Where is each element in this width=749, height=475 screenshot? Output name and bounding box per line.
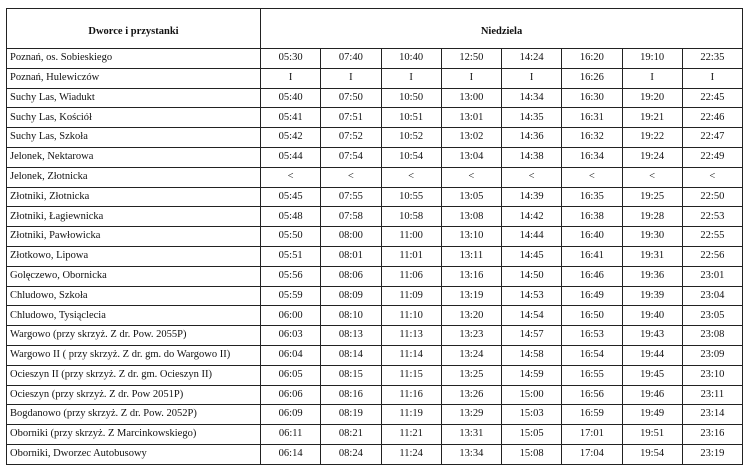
departure-time: 22:47	[682, 128, 742, 148]
departure-time: 08:15	[321, 365, 381, 385]
departure-time: 07:51	[321, 108, 381, 128]
timetable-body	[7, 49, 743, 465]
departure-time: <	[261, 167, 321, 187]
departure-time: 16:30	[562, 88, 622, 108]
table-row	[7, 425, 743, 445]
departure-time: 13:25	[441, 365, 501, 385]
departure-time: 06:03	[261, 326, 321, 346]
departure-time: 14:24	[502, 49, 562, 69]
departure-time: 14:53	[502, 286, 562, 306]
table-row	[7, 227, 743, 247]
departure-time: 14:39	[502, 187, 562, 207]
departure-time: 16:40	[562, 227, 622, 247]
stop-name: Suchy Las, Kościół	[7, 108, 261, 128]
departure-time: 11:24	[381, 444, 441, 464]
stop-name: Ocieszyn (przy skrzyż. Z dr. Pow 2051P)	[7, 385, 261, 405]
departure-time: 05:56	[261, 266, 321, 286]
departure-time: 05:51	[261, 246, 321, 266]
departure-time: 16:49	[562, 286, 622, 306]
departure-time: 16:59	[562, 405, 622, 425]
departure-time: 05:59	[261, 286, 321, 306]
departure-time: 22:55	[682, 227, 742, 247]
departure-time: 22:56	[682, 246, 742, 266]
departure-time: 13:29	[441, 405, 501, 425]
table-row	[7, 128, 743, 148]
departure-time: 05:42	[261, 128, 321, 148]
departure-time: I	[622, 68, 682, 88]
table-row	[7, 345, 743, 365]
stop-name: Wargowo (przy skrzyż. Z dr. Pow. 2055P)	[7, 326, 261, 346]
departure-time: 06:14	[261, 444, 321, 464]
departure-time: 11:14	[381, 345, 441, 365]
departure-time: <	[562, 167, 622, 187]
table-row	[7, 286, 743, 306]
departure-time: 15:08	[502, 444, 562, 464]
departure-time: 14:35	[502, 108, 562, 128]
table-row	[7, 207, 743, 227]
departure-time: 13:23	[441, 326, 501, 346]
departure-time: 08:00	[321, 227, 381, 247]
departure-time: 11:09	[381, 286, 441, 306]
departure-time: <	[381, 167, 441, 187]
departure-time: 19:31	[622, 246, 682, 266]
stop-name: Złotniki, Pawłowicka	[7, 227, 261, 247]
departure-time: 14:42	[502, 207, 562, 227]
departure-time: <	[502, 167, 562, 187]
departure-time: 16:31	[562, 108, 622, 128]
departure-time: 15:00	[502, 385, 562, 405]
departure-time: 07:54	[321, 147, 381, 167]
stop-name: Wargowo II ( przy skrzyż. Z dr. gm. do Wargowo II)	[7, 345, 261, 365]
departure-time: 14:44	[502, 227, 562, 247]
stop-name: Oborniki (przy skrzyż. Z Marcinkowskiego)	[7, 425, 261, 445]
departure-time: 16:53	[562, 326, 622, 346]
departure-time: 19:24	[622, 147, 682, 167]
departure-time: 22:53	[682, 207, 742, 227]
stop-name: Oborniki, Dworzec Autobusowy	[7, 444, 261, 464]
departure-time: 14:50	[502, 266, 562, 286]
departure-time: 19:49	[622, 405, 682, 425]
departure-time: 19:43	[622, 326, 682, 346]
table-row	[7, 147, 743, 167]
departure-time: 13:16	[441, 266, 501, 286]
departure-time: 05:30	[261, 49, 321, 69]
departure-time: 10:58	[381, 207, 441, 227]
departure-time: 19:20	[622, 88, 682, 108]
departure-time: 14:45	[502, 246, 562, 266]
departure-time: 23:01	[682, 266, 742, 286]
departure-time: 06:05	[261, 365, 321, 385]
stop-name: Poznań, os. Sobieskiego	[7, 49, 261, 69]
departure-time: 13:01	[441, 108, 501, 128]
departure-time: 11:19	[381, 405, 441, 425]
departure-time: I	[682, 68, 742, 88]
departure-time: 13:08	[441, 207, 501, 227]
departure-time: 11:00	[381, 227, 441, 247]
table-row	[7, 306, 743, 326]
stop-name: Golęczewo, Obornicka	[7, 266, 261, 286]
departure-time: 19:30	[622, 227, 682, 247]
departure-time: 16:38	[562, 207, 622, 227]
departure-time: 08:13	[321, 326, 381, 346]
departure-time: 05:48	[261, 207, 321, 227]
table-row	[7, 187, 743, 207]
departure-time: 23:10	[682, 365, 742, 385]
departure-time: 05:40	[261, 88, 321, 108]
departure-time: 08:10	[321, 306, 381, 326]
departure-time: <	[682, 167, 742, 187]
departure-time: 13:24	[441, 345, 501, 365]
stop-name: Chludowo, Szkoła	[7, 286, 261, 306]
table-row	[7, 326, 743, 346]
departure-time: 14:38	[502, 147, 562, 167]
departure-time: 06:06	[261, 385, 321, 405]
departure-time: <	[441, 167, 501, 187]
departure-time: 11:06	[381, 266, 441, 286]
departure-time: 07:50	[321, 88, 381, 108]
departure-time: 23:11	[682, 385, 742, 405]
departure-time: 19:28	[622, 207, 682, 227]
timetable	[6, 8, 743, 465]
departure-time: 19:22	[622, 128, 682, 148]
departure-time: 16:56	[562, 385, 622, 405]
departure-time: 13:05	[441, 187, 501, 207]
departure-time: 10:51	[381, 108, 441, 128]
departure-time: 16:20	[562, 49, 622, 69]
departure-time: 19:51	[622, 425, 682, 445]
departure-time: 10:52	[381, 128, 441, 148]
departure-time: 06:04	[261, 345, 321, 365]
departure-time: 10:54	[381, 147, 441, 167]
departure-time: 05:50	[261, 227, 321, 247]
departure-time: 17:04	[562, 444, 622, 464]
table-row	[7, 405, 743, 425]
departure-time: 13:31	[441, 425, 501, 445]
table-row	[7, 88, 743, 108]
departure-time: 10:40	[381, 49, 441, 69]
stop-name: Ocieszyn II (przy skrzyż. Z dr. gm. Ocieszyn II)	[7, 365, 261, 385]
stop-name: Suchy Las, Wiadukt	[7, 88, 261, 108]
departure-time: I	[381, 68, 441, 88]
departure-time: 14:34	[502, 88, 562, 108]
departure-time: I	[441, 68, 501, 88]
departure-time: 06:09	[261, 405, 321, 425]
departure-time: 05:44	[261, 147, 321, 167]
departure-time: 11:21	[381, 425, 441, 445]
departure-time: 16:54	[562, 345, 622, 365]
departure-time: 13:11	[441, 246, 501, 266]
stop-name: Złotniki, Łagiewnicka	[7, 207, 261, 227]
departure-time: 08:16	[321, 385, 381, 405]
stop-name: Złotkowo, Lipowa	[7, 246, 261, 266]
departure-time: 10:55	[381, 187, 441, 207]
departure-time: 22:35	[682, 49, 742, 69]
table-row	[7, 444, 743, 464]
table-row	[7, 68, 743, 88]
departure-time: 23:14	[682, 405, 742, 425]
departure-time: 19:44	[622, 345, 682, 365]
departure-time: 19:21	[622, 108, 682, 128]
departure-time: 13:19	[441, 286, 501, 306]
table-row	[7, 246, 743, 266]
departure-time: 08:09	[321, 286, 381, 306]
departure-time: 07:58	[321, 207, 381, 227]
stop-name: Jelonek, Nektarowa	[7, 147, 261, 167]
departure-time: I	[261, 68, 321, 88]
departure-time: 22:45	[682, 88, 742, 108]
table-row	[7, 266, 743, 286]
table-row	[7, 108, 743, 128]
departure-time: 08:19	[321, 405, 381, 425]
day-column-header: Niedziela	[261, 9, 743, 49]
departure-time: 13:34	[441, 444, 501, 464]
departure-time: 08:24	[321, 444, 381, 464]
stop-name: Suchy Las, Szkoła	[7, 128, 261, 148]
departure-time: 14:36	[502, 128, 562, 148]
departure-time: 05:45	[261, 187, 321, 207]
departure-time: 11:16	[381, 385, 441, 405]
departure-time: <	[622, 167, 682, 187]
departure-time: 23:09	[682, 345, 742, 365]
departure-time: 19:39	[622, 286, 682, 306]
timetable-sheet	[6, 8, 742, 465]
departure-time: <	[321, 167, 381, 187]
departure-time: 22:46	[682, 108, 742, 128]
departure-time: 13:00	[441, 88, 501, 108]
departure-time: 13:02	[441, 128, 501, 148]
departure-time: 16:26	[562, 68, 622, 88]
departure-time: 13:04	[441, 147, 501, 167]
departure-time: 19:40	[622, 306, 682, 326]
departure-time: 16:46	[562, 266, 622, 286]
departure-time: 16:50	[562, 306, 622, 326]
departure-time: 08:01	[321, 246, 381, 266]
departure-time: 23:04	[682, 286, 742, 306]
departure-time: 19:46	[622, 385, 682, 405]
stops-column-header: Dworce i przystanki	[7, 9, 261, 49]
departure-time: 11:13	[381, 326, 441, 346]
departure-time: 14:59	[502, 365, 562, 385]
departure-time: 11:01	[381, 246, 441, 266]
departure-time: 16:41	[562, 246, 622, 266]
departure-time: 16:32	[562, 128, 622, 148]
departure-time: 17:01	[562, 425, 622, 445]
departure-time: I	[321, 68, 381, 88]
departure-time: 07:40	[321, 49, 381, 69]
departure-time: 05:41	[261, 108, 321, 128]
table-row	[7, 385, 743, 405]
departure-time: 19:10	[622, 49, 682, 69]
departure-time: 16:55	[562, 365, 622, 385]
stop-name: Bogdanowo (przy skrzyż. Z dr. Pow. 2052P)	[7, 405, 261, 425]
departure-time: 08:21	[321, 425, 381, 445]
departure-time: 13:10	[441, 227, 501, 247]
departure-time: 12:50	[441, 49, 501, 69]
table-row	[7, 49, 743, 69]
departure-time: 08:06	[321, 266, 381, 286]
departure-time: 06:00	[261, 306, 321, 326]
departure-time: 14:54	[502, 306, 562, 326]
departure-time: 13:20	[441, 306, 501, 326]
table-row	[7, 167, 743, 187]
departure-time: 15:03	[502, 405, 562, 425]
departure-time: 07:52	[321, 128, 381, 148]
stop-name: Chludowo, Tysiąclecia	[7, 306, 261, 326]
departure-time: 14:58	[502, 345, 562, 365]
table-row	[7, 365, 743, 385]
departure-time: 07:55	[321, 187, 381, 207]
departure-time: 23:05	[682, 306, 742, 326]
departure-time: 11:15	[381, 365, 441, 385]
stop-name: Złotniki, Złotnicka	[7, 187, 261, 207]
departure-time: 23:08	[682, 326, 742, 346]
stop-name: Jelonek, Złotnicka	[7, 167, 261, 187]
departure-time: I	[502, 68, 562, 88]
departure-time: 14:57	[502, 326, 562, 346]
departure-time: 11:10	[381, 306, 441, 326]
departure-time: 19:45	[622, 365, 682, 385]
departure-time: 08:14	[321, 345, 381, 365]
departure-time: 22:50	[682, 187, 742, 207]
header-row	[7, 9, 743, 49]
departure-time: 10:50	[381, 88, 441, 108]
departure-time: 22:49	[682, 147, 742, 167]
departure-time: 23:19	[682, 444, 742, 464]
departure-time: 16:35	[562, 187, 622, 207]
departure-time: 06:11	[261, 425, 321, 445]
departure-time: 13:26	[441, 385, 501, 405]
departure-time: 15:05	[502, 425, 562, 445]
departure-time: 19:25	[622, 187, 682, 207]
departure-time: 23:16	[682, 425, 742, 445]
departure-time: 19:36	[622, 266, 682, 286]
departure-time: 16:34	[562, 147, 622, 167]
departure-time: 19:54	[622, 444, 682, 464]
stop-name: Poznań, Hulewiczów	[7, 68, 261, 88]
